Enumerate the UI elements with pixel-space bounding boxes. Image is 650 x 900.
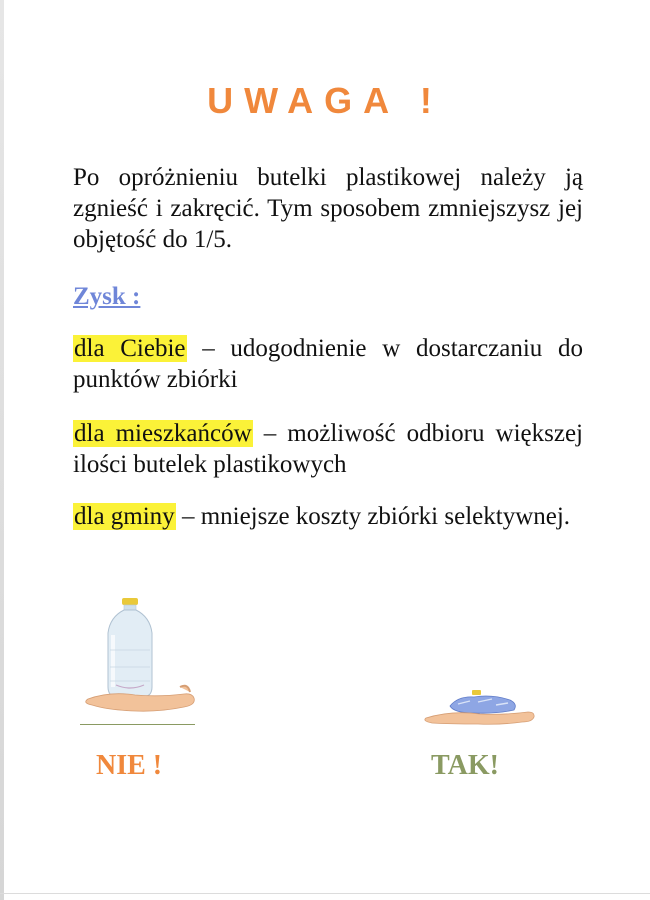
benefit-you [73,333,583,395]
benefit-commune [73,501,583,532]
whole-bottle-on-hand-illustration [80,595,200,720]
caption-no: NIE ! [96,750,163,781]
page-title: UWAGA ! [207,80,443,121]
benefit-commune-target: dla gminy [74,503,175,530]
benefit-you-target: dla Ciebie [74,335,186,362]
benefit-you-text: – udogodnienie w dostarczaniu do punktów zbiórki [73,335,583,393]
plastic-bottle-icon [108,598,152,697]
gain-heading: Zysk : [73,283,141,310]
crushed-bottle-on-hand-illustration [422,688,537,730]
scan-edge-left [0,0,4,900]
divider-line [80,724,195,725]
benefit-residents-text: – możliwość odbioru większej ilości butelek plastikowych [73,420,583,478]
benefit-residents-target: dla mieszkańców [74,420,252,447]
scan-edge-bottom [0,893,650,894]
benefit-commune-text: – mniejsze koszty zbiórki selektywnej. [175,503,571,530]
crushed-bottle-icon [450,690,515,713]
hand-icon [425,712,534,724]
caption-yes: TAK! [431,750,499,781]
benefit-residents [73,418,583,480]
intro-paragraph: Po opróżnieniu butelki plastikowej należy ją zgnieść i zakręcić. Tym sposobem zmniejszysz jej objętość do 1/5. [73,164,583,253]
